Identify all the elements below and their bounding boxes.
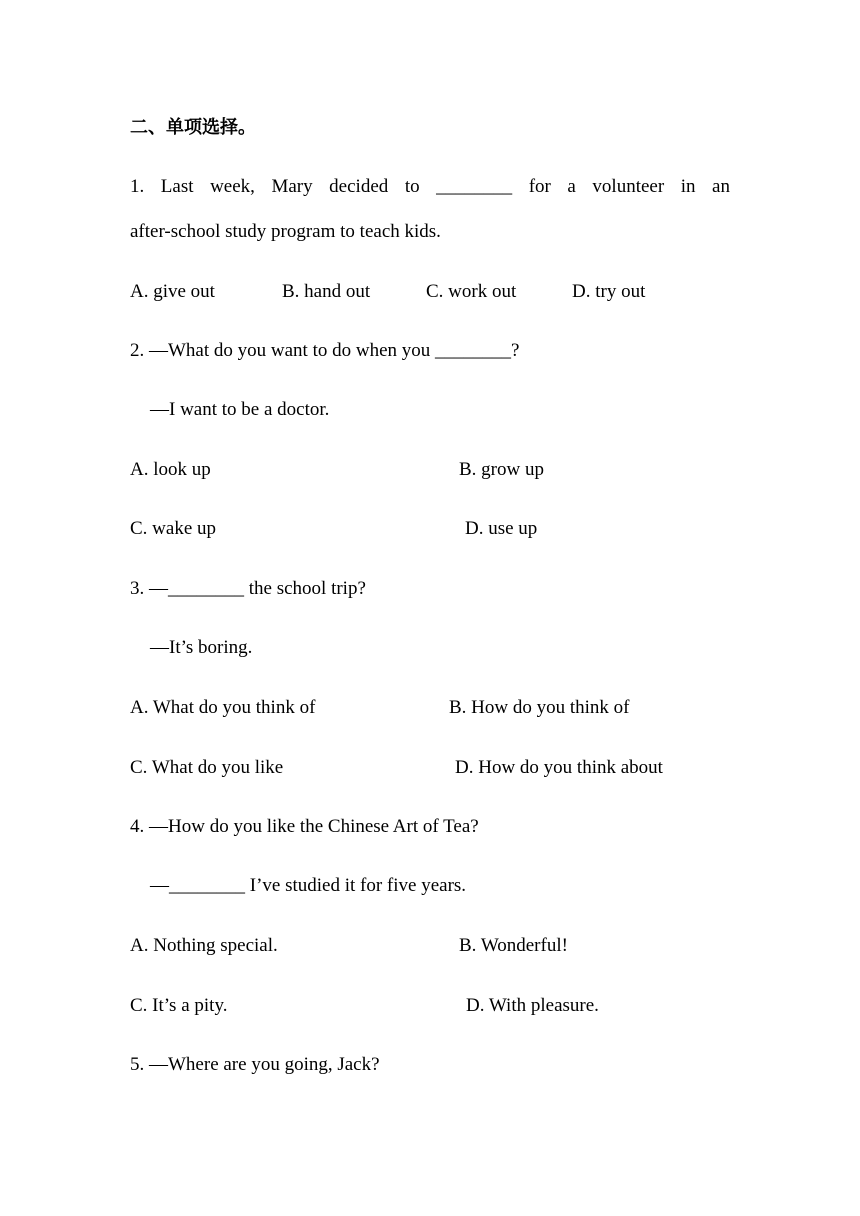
question-1-stem-line-1: 1. Last week, Mary decided to ________ for a volunteer in an xyxy=(130,176,730,197)
question-3-option-a: A. What do you think of xyxy=(130,697,316,718)
question-1-option-b: B. hand out xyxy=(282,281,371,302)
question-2-option-c: C. wake up xyxy=(130,518,217,539)
question-3-answer-line: —It’s boring. xyxy=(150,637,253,658)
question-1-option-c: C. work out xyxy=(426,281,517,302)
question-4-option-b: B. Wonderful! xyxy=(459,935,568,956)
question-4-option-d: D. With pleasure. xyxy=(466,995,599,1016)
question-1-option-d: D. try out xyxy=(572,281,646,302)
question-2-option-d: D. use up xyxy=(465,518,538,539)
question-3-option-d: D. How do you think about xyxy=(455,757,663,778)
question-2-option-b: B. grow up xyxy=(459,459,544,480)
question-2-answer-line: —I want to be a doctor. xyxy=(150,399,330,420)
question-2-stem: 2. —What do you want to do when you ________? xyxy=(130,340,520,361)
question-4-option-c: C. It’s a pity. xyxy=(130,995,228,1016)
question-2-option-a: A. look up xyxy=(130,459,211,480)
question-3-stem: 3. —________ the school trip? xyxy=(130,578,366,599)
question-1-option-a: A. give out xyxy=(130,281,215,302)
question-4-stem: 4. —How do you like the Chinese Art of Tea? xyxy=(130,816,479,837)
question-4-option-a: A. Nothing special. xyxy=(130,935,278,956)
question-3-option-b: B. How do you think of xyxy=(449,697,630,718)
question-1-stem-line-2: after-school study program to teach kids. xyxy=(130,221,441,242)
question-3-option-c: C. What do you like xyxy=(130,757,284,778)
section-title: 二、单项选择。 xyxy=(130,117,256,138)
question-5-stem: 5. —Where are you going, Jack? xyxy=(130,1054,380,1075)
question-4-answer-line: —________ I’ve studied it for five years. xyxy=(150,875,467,896)
